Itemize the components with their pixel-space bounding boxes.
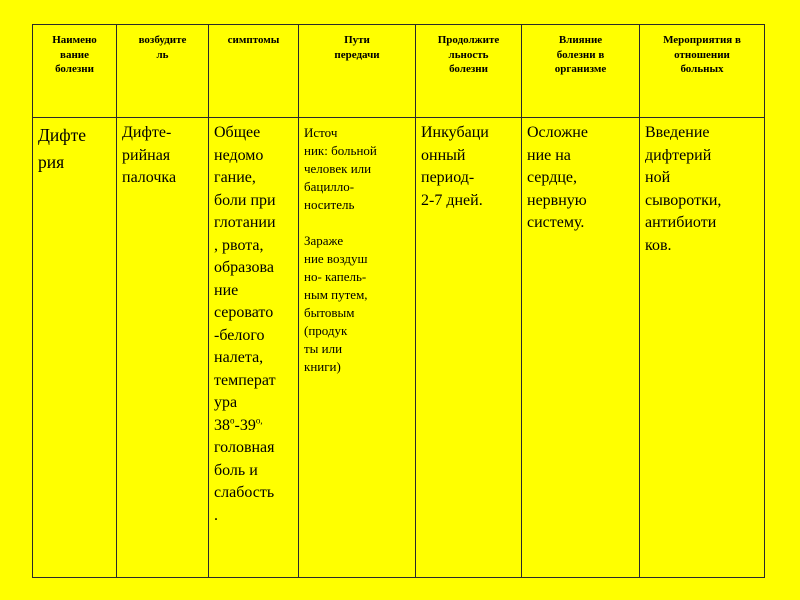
header-measures: Мероприятия в отношении больных (640, 25, 765, 118)
cell-transmission: Источ ник: больной человек или бацилло- носитель Зараже ние воздуш но- капель- ным путем, бытовым (продук ты или книги) (299, 118, 416, 578)
cell-pathogen: Дифте- рийная палочка (117, 118, 209, 578)
cell-effect: Осложне ние на сердце, нервную систему. (522, 118, 640, 578)
disease-table (32, 24, 765, 578)
header-symptoms: симптомы (209, 25, 299, 118)
cell-duration: Инкубаци онный период- 2-7 дней. (416, 118, 522, 578)
cell-symptoms: Общее недомо гание, боли при глотании , рвота, образова ние серовато -белого налета, температ ура $38^о-39^{о,}$ головная боль и слабость . (209, 118, 299, 578)
header-transmission: Пути передачи (299, 25, 416, 118)
header-pathogen: возбудите ль (117, 25, 209, 118)
header-effect: Влияние болезни в организме (522, 25, 640, 118)
header-disease-name: Наимено вание болезни (33, 25, 117, 118)
cell-disease: Дифте рия (33, 118, 117, 578)
header-duration: Продолжите льность болезни (416, 25, 522, 118)
table-row (33, 118, 765, 578)
temperature-line: $38^о-39^{о,}$ (214, 415, 263, 434)
header-row (33, 25, 765, 118)
cell-measures: Введение дифтерий ной сыворотки, антибиоти ков. (640, 118, 765, 578)
